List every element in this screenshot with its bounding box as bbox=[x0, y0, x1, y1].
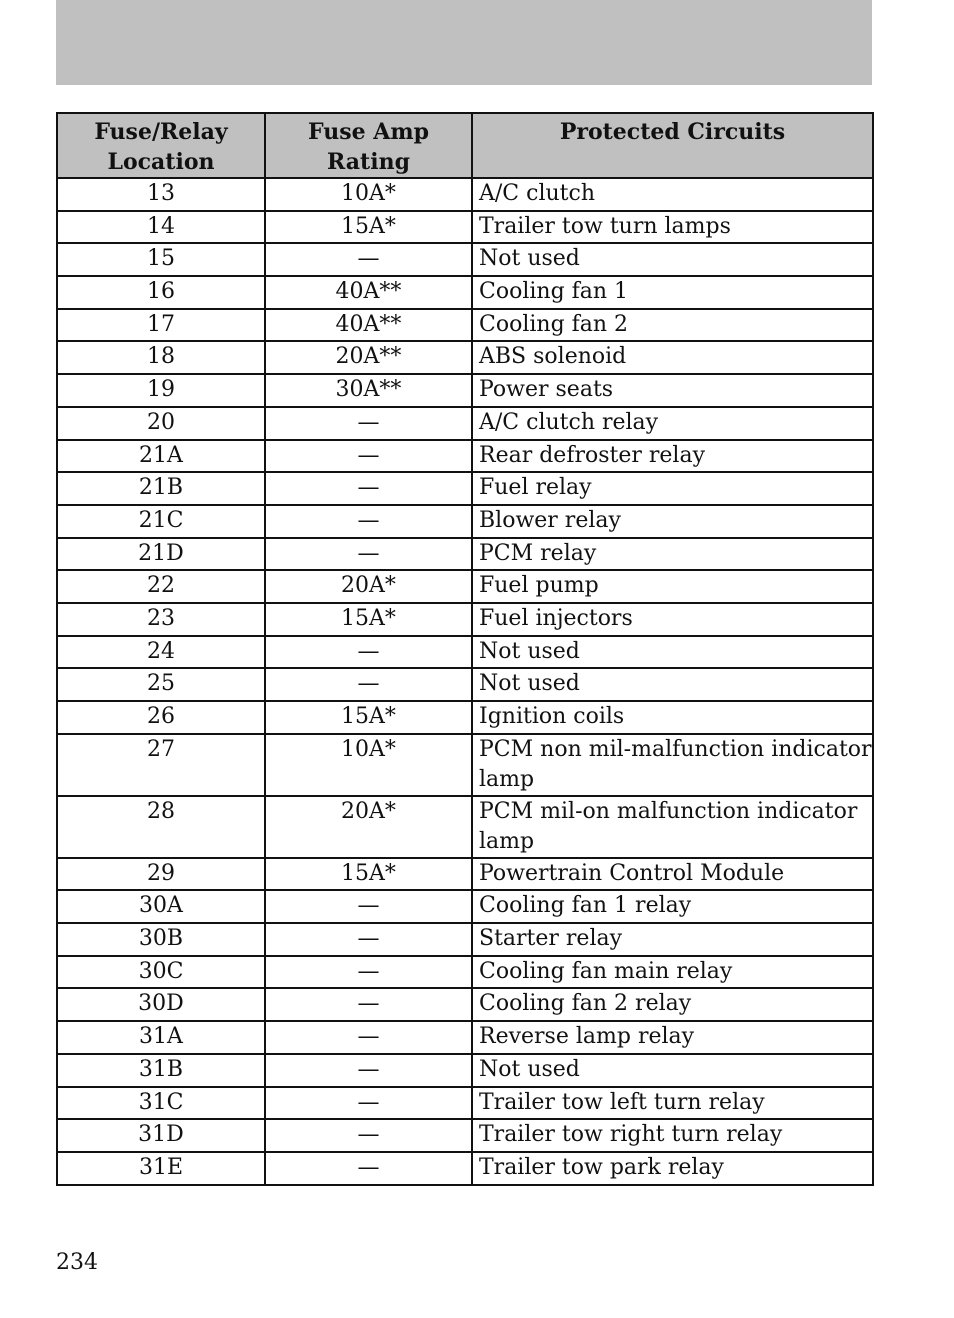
table-row bbox=[57, 1054, 873, 1087]
location-cell: 22 bbox=[57, 570, 265, 603]
table-row bbox=[57, 505, 873, 538]
table-row bbox=[57, 734, 873, 796]
location-cell: 30C bbox=[57, 956, 265, 989]
column-header-location: Fuse/Relay Location bbox=[57, 113, 265, 178]
circuit-cell: Not used bbox=[472, 668, 873, 701]
table-row bbox=[57, 923, 873, 956]
table-row bbox=[57, 1021, 873, 1054]
circuit-cell: Power seats bbox=[472, 374, 873, 407]
rating-cell: 10A* bbox=[265, 178, 472, 211]
circuit-cell: Cooling fan 2 relay bbox=[472, 988, 873, 1021]
location-cell: 31A bbox=[57, 1021, 265, 1054]
circuit-cell: ABS solenoid bbox=[472, 341, 873, 374]
table-row bbox=[57, 603, 873, 636]
location-cell: 31D bbox=[57, 1119, 265, 1152]
location-cell: 30D bbox=[57, 988, 265, 1021]
circuit-cell: Not used bbox=[472, 636, 873, 669]
location-cell: 31E bbox=[57, 1152, 265, 1185]
location-cell: 27 bbox=[57, 734, 265, 796]
table-row bbox=[57, 309, 873, 342]
rating-cell: 40A** bbox=[265, 309, 472, 342]
circuit-cell: PCM mil-on malfunction indicator lamp bbox=[472, 796, 873, 858]
table-row bbox=[57, 1087, 873, 1120]
rating-cell: — bbox=[265, 538, 472, 571]
location-cell: 19 bbox=[57, 374, 265, 407]
location-cell: 26 bbox=[57, 701, 265, 734]
circuit-cell: Trailer tow turn lamps bbox=[472, 211, 873, 244]
table-row bbox=[57, 341, 873, 374]
column-header-circuits: Protected Circuits bbox=[472, 113, 873, 178]
circuit-cell: Trailer tow park relay bbox=[472, 1152, 873, 1185]
location-cell: 20 bbox=[57, 407, 265, 440]
circuit-cell: Cooling fan main relay bbox=[472, 956, 873, 989]
table-row bbox=[57, 1119, 873, 1152]
circuit-cell: Reverse lamp relay bbox=[472, 1021, 873, 1054]
rating-cell: — bbox=[265, 956, 472, 989]
table-row bbox=[57, 407, 873, 440]
circuit-cell: Cooling fan 1 relay bbox=[472, 890, 873, 923]
rating-cell: — bbox=[265, 923, 472, 956]
table-row bbox=[57, 668, 873, 701]
rating-cell: 20A* bbox=[265, 570, 472, 603]
rating-cell: 40A** bbox=[265, 276, 472, 309]
rating-cell: 15A* bbox=[265, 211, 472, 244]
rating-cell: — bbox=[265, 1119, 472, 1152]
circuit-cell: Blower relay bbox=[472, 505, 873, 538]
location-cell: 29 bbox=[57, 858, 265, 891]
circuit-cell: PCM non mil-malfunction indicator lamp bbox=[472, 734, 873, 796]
table-row bbox=[57, 988, 873, 1021]
rating-cell: 30A** bbox=[265, 374, 472, 407]
location-cell: 18 bbox=[57, 341, 265, 374]
location-cell: 21B bbox=[57, 472, 265, 505]
rating-cell: — bbox=[265, 472, 472, 505]
rating-cell: — bbox=[265, 988, 472, 1021]
table-row bbox=[57, 472, 873, 505]
rating-cell: — bbox=[265, 890, 472, 923]
location-cell: 28 bbox=[57, 796, 265, 858]
circuit-cell: Not used bbox=[472, 1054, 873, 1087]
rating-cell: — bbox=[265, 1152, 472, 1185]
location-cell: 21C bbox=[57, 505, 265, 538]
circuit-cell: Fuel relay bbox=[472, 472, 873, 505]
table-row bbox=[57, 243, 873, 276]
circuit-cell: Cooling fan 2 bbox=[472, 309, 873, 342]
circuit-cell: Starter relay bbox=[472, 923, 873, 956]
location-cell: 30B bbox=[57, 923, 265, 956]
fuse-relay-table bbox=[56, 112, 874, 1186]
circuit-cell: Cooling fan 1 bbox=[472, 276, 873, 309]
table-row bbox=[57, 636, 873, 669]
rating-cell: — bbox=[265, 1021, 472, 1054]
location-cell: 14 bbox=[57, 211, 265, 244]
rating-cell: 20A** bbox=[265, 341, 472, 374]
table-row bbox=[57, 374, 873, 407]
rating-cell: 20A* bbox=[265, 796, 472, 858]
location-cell: 31C bbox=[57, 1087, 265, 1120]
circuit-cell: Rear defroster relay bbox=[472, 440, 873, 473]
table-row bbox=[57, 211, 873, 244]
table-header-row bbox=[57, 113, 873, 178]
location-cell: 31B bbox=[57, 1054, 265, 1087]
table-row bbox=[57, 701, 873, 734]
location-cell: 24 bbox=[57, 636, 265, 669]
circuit-cell: A/C clutch relay bbox=[472, 407, 873, 440]
circuit-cell: Trailer tow left turn relay bbox=[472, 1087, 873, 1120]
circuit-cell: Trailer tow right turn relay bbox=[472, 1119, 873, 1152]
rating-cell: — bbox=[265, 243, 472, 276]
table-row bbox=[57, 890, 873, 923]
rating-cell: — bbox=[265, 668, 472, 701]
table-row bbox=[57, 956, 873, 989]
table-row bbox=[57, 858, 873, 891]
rating-cell: — bbox=[265, 440, 472, 473]
location-cell: 23 bbox=[57, 603, 265, 636]
header-band bbox=[56, 0, 872, 85]
circuit-cell: Not used bbox=[472, 243, 873, 276]
circuit-cell: Powertrain Control Module bbox=[472, 858, 873, 891]
table-row bbox=[57, 440, 873, 473]
rating-cell: 10A* bbox=[265, 734, 472, 796]
rating-cell: — bbox=[265, 505, 472, 538]
table-row bbox=[57, 1152, 873, 1185]
circuit-cell: Fuel pump bbox=[472, 570, 873, 603]
column-header-rating: Fuse Amp Rating bbox=[265, 113, 472, 178]
table-row bbox=[57, 796, 873, 858]
location-cell: 13 bbox=[57, 178, 265, 211]
rating-cell: — bbox=[265, 636, 472, 669]
circuit-cell: A/C clutch bbox=[472, 178, 873, 211]
location-cell: 21A bbox=[57, 440, 265, 473]
circuit-cell: PCM relay bbox=[472, 538, 873, 571]
circuit-cell: Fuel injectors bbox=[472, 603, 873, 636]
location-cell: 25 bbox=[57, 668, 265, 701]
rating-cell: — bbox=[265, 407, 472, 440]
location-cell: 15 bbox=[57, 243, 265, 276]
rating-cell: 15A* bbox=[265, 858, 472, 891]
location-cell: 16 bbox=[57, 276, 265, 309]
table-row bbox=[57, 178, 873, 211]
location-cell: 21D bbox=[57, 538, 265, 571]
location-cell: 17 bbox=[57, 309, 265, 342]
rating-cell: — bbox=[265, 1054, 472, 1087]
rating-cell: 15A* bbox=[265, 603, 472, 636]
table-row bbox=[57, 570, 873, 603]
rating-cell: 15A* bbox=[265, 701, 472, 734]
table-row bbox=[57, 538, 873, 571]
table-row bbox=[57, 276, 873, 309]
circuit-cell: Ignition coils bbox=[472, 701, 873, 734]
location-cell: 30A bbox=[57, 890, 265, 923]
rating-cell: — bbox=[265, 1087, 472, 1120]
page-number: 234 bbox=[56, 1250, 98, 1275]
